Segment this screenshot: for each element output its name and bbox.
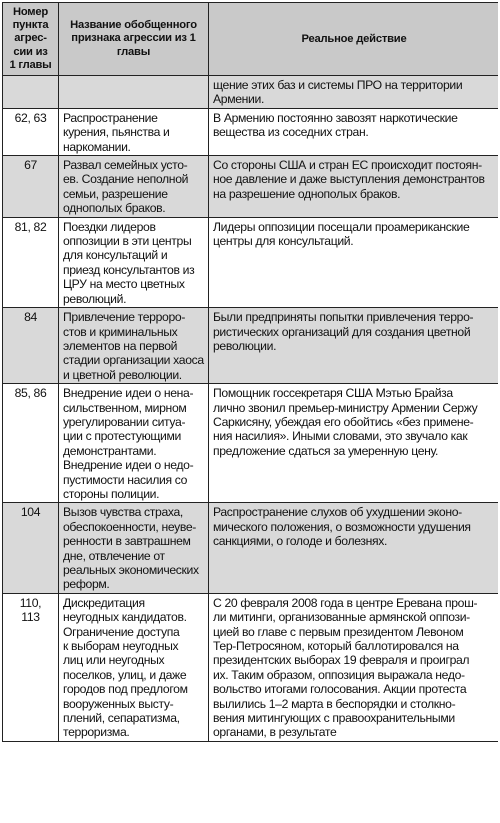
cell-sign (59, 217, 209, 307)
text-line: президентских выборах 19 февраля и проиграл (213, 653, 470, 668)
cell-action (209, 308, 499, 384)
text-line: Внедрение идеи о нена- (63, 386, 194, 401)
cell-number (3, 384, 59, 503)
text-line: Со стороны США и стран ЕС происходит постоян- (213, 158, 482, 173)
text-line (63, 78, 205, 92)
text-line: семьи, разрешение (63, 186, 168, 201)
table-row (3, 593, 499, 741)
cell-number (3, 593, 59, 741)
text-line: 67 (24, 158, 37, 173)
cell-number (3, 308, 59, 384)
text-line: 110, (19, 595, 42, 610)
text-line: Номер (12, 6, 49, 18)
text-line: Были предприняты попытки привлечения терро- (213, 310, 474, 325)
text-line: Развал семейных усто- (63, 158, 188, 173)
text-line: ристических организаций для создания цветной (213, 324, 471, 339)
text-line: Вызов чувства страха, (63, 505, 183, 520)
text-line: приезд консультантов из (63, 262, 195, 277)
text-line: сии из (13, 45, 48, 58)
text-line: цией во главе с первым президентом Левоном (213, 624, 464, 639)
text-line: 113 (21, 610, 40, 625)
text-line: Помощник госсекретаря США Мэтью Брайза (213, 386, 453, 401)
text-line: поселков, улиц, и даже (63, 667, 187, 682)
text-line: Поездки лидеров (63, 219, 156, 234)
cell-number (3, 217, 59, 307)
text-line: Внедрение идеи о недо- (63, 458, 194, 473)
text-line: Тер-Петросяном, который баллотировался на (213, 639, 459, 654)
text-line: Распространение слухов об ухудшении эконо- (213, 505, 462, 520)
text-line: 81, 82 (14, 219, 47, 234)
header-sign-name (59, 3, 209, 76)
text-line: пункта (12, 19, 49, 32)
text-line: дне, отвлечение от (63, 548, 165, 563)
cell-action (209, 217, 499, 307)
text-line: сильственном, мирном (63, 400, 187, 415)
text-line: их. Таким образом, оппозиция выражала недо- (213, 667, 465, 682)
cell-sign (59, 593, 209, 741)
text-line: предложение сдаться за умеренную цену. (213, 443, 439, 458)
text-line: центры для консультаций. (213, 234, 354, 249)
text-line: Армении. (213, 92, 264, 107)
text-line: ния насилия». Иными словами, это звучало как (213, 429, 468, 444)
cell-sign (59, 108, 209, 155)
text-line: агрес- (14, 32, 47, 45)
text-line: щение этих баз и системы ПРО на территории (213, 78, 463, 93)
table-row (3, 384, 499, 503)
cell-number (3, 503, 59, 593)
text-line: демонстрантами. (63, 443, 157, 458)
text-line: С 20 февраля 2008 года в центре Еревана прош- (213, 595, 478, 610)
text-line: органами, в результате (213, 725, 337, 740)
text-line: неугодных кандидатов. (63, 610, 187, 625)
text-line: Ограничение доступа (63, 624, 180, 639)
text-line: вольство итогами голосования. Акции протеста (213, 682, 467, 697)
text-line: санкциями, о голоде и болезнях. (213, 534, 388, 549)
text-line: революций. (63, 291, 127, 306)
text-line: 104 (20, 505, 41, 520)
text-line: городов под предлогом (63, 682, 188, 697)
header-row (3, 3, 499, 76)
cell-sign (59, 384, 209, 503)
text-line: 85, 86 (14, 386, 47, 401)
cell-action (209, 108, 499, 155)
cell-action (209, 593, 499, 741)
text-line: плений, сепаратизма, (63, 711, 180, 726)
text-line: признака агрессии из 1 (71, 32, 196, 45)
text-line: вооруженных высту- (63, 696, 174, 711)
text-line: реальных экономических (63, 563, 199, 578)
text-line: ЦРУ на место цветных (63, 277, 185, 292)
document-page (2, 2, 498, 819)
text-line: элементов на первой (63, 338, 178, 353)
text-line: ли митинги, организованные армянской оппози- (213, 610, 470, 625)
header-real-action: Реальное действие (209, 3, 499, 76)
text-line: ное давление и даже выступления демонстрантов (213, 172, 485, 187)
cell-action (209, 76, 499, 109)
text-line: к выборам неугодных (63, 639, 179, 654)
text-line: вылились 1–2 марта в беспорядки и столкно- (213, 696, 456, 711)
text-line: стов и криминальных (63, 324, 178, 339)
table-row (3, 503, 499, 593)
text-line: Название обобщенного (70, 19, 197, 32)
text-line: курения, пьянства и (63, 125, 170, 140)
table-row (3, 156, 499, 218)
table-row (3, 76, 499, 109)
text-line: лиц или неугодных (63, 653, 165, 668)
text-line: мического положения, о возможности удушения (213, 519, 471, 534)
text-line: для консультаций и (63, 248, 168, 263)
header-item-number (3, 3, 59, 76)
text-line: Саркисяну, убеждая его обойтись «без примене- (213, 414, 474, 429)
text-line: Лидеры оппозиции посещали проамериканские (213, 219, 470, 234)
cell-action (209, 156, 499, 218)
cell-sign (59, 308, 209, 384)
text-line: революции. (213, 338, 277, 353)
text-line: и цветной революции. (63, 367, 182, 382)
text-line: на разрешение однополых браков. (213, 186, 401, 201)
cell-sign (59, 76, 209, 109)
text-line: оппозиции в эти центры (63, 234, 192, 249)
text-line: пустимости насилия со (63, 472, 188, 487)
text-line: ренности в завтрашнем (63, 534, 191, 549)
text-line: вения митингующих с правоохранительными (213, 711, 455, 726)
text-line (4, 78, 57, 92)
cell-number (3, 108, 59, 155)
table-row (3, 108, 499, 155)
text-line: Дискредитация (63, 595, 145, 610)
table-row (3, 217, 499, 307)
text-line: ции с протестующими (63, 429, 181, 444)
text-line: урегулировании ситуа- (63, 414, 186, 429)
cell-action (209, 384, 499, 503)
text-line: В Армению постоянно завозят наркотические (213, 110, 458, 125)
text-line: стороны полиции. (63, 486, 160, 501)
text-line: лично звонил премьер-министру Армении Сержу (213, 400, 478, 415)
cell-number (3, 156, 59, 218)
text-line: 84 (24, 310, 37, 325)
text-line: наркомании. (63, 139, 131, 154)
text-line: терроризма. (63, 725, 130, 740)
text-line: Привлечение терроро- (63, 310, 186, 325)
text-line: 1 главы (9, 58, 52, 71)
text-line: ев. Создание неполной (63, 172, 189, 187)
text-line: 62, 63 (14, 110, 47, 125)
text-line: однополых браков. (63, 201, 166, 216)
text-line: вещества из соседних стран. (213, 125, 369, 140)
cell-number (3, 76, 59, 109)
aggression-table (2, 2, 498, 742)
text-line: реформ. (63, 577, 110, 592)
cell-sign (59, 503, 209, 593)
table-row (3, 308, 499, 384)
text-line: стадии организации хаоса (63, 353, 204, 368)
text-line: обеспокоенности, неуве- (63, 519, 196, 534)
cell-action (209, 503, 499, 593)
cell-sign (59, 156, 209, 218)
text-line: Распространение (63, 110, 158, 125)
text-line: главы (116, 45, 151, 58)
